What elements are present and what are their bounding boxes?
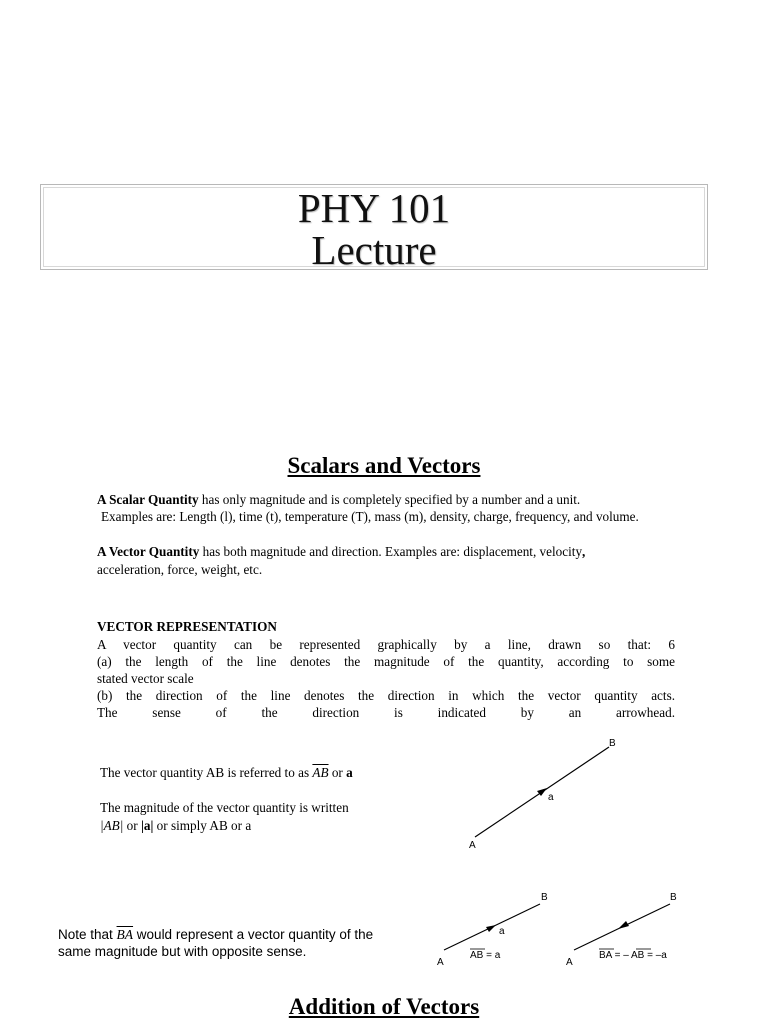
representation-line-5: The sense of the direction is indicated by an arrowhead. <box>97 705 675 720</box>
scalar-definition <box>97 491 697 508</box>
small-left-vec-a: a <box>499 926 505 937</box>
title-line-2: Lecture <box>311 227 437 273</box>
small-right-eq-end: = –a <box>644 950 667 961</box>
small-right-equation <box>599 950 667 961</box>
scalar-text: has only magnitude and is completely specified by a number and a unit. <box>198 492 581 507</box>
notation-ab-symbol: $\overline{AB}$ <box>312 765 329 780</box>
notation-abs-a: |a| <box>140 818 154 833</box>
representation-line-4: (b) the direction of the line denotes the direction in which the vector quantity acts. <box>97 688 675 703</box>
small-right-eq-mid: = – <box>611 950 631 961</box>
small-right-eq-ab: AB <box>630 950 645 961</box>
representation-line-3: stated vector scale <box>97 671 194 686</box>
representation-heading: VECTOR REPRESENTATION <box>97 619 277 634</box>
note-text-1: would represent a vector quantity of the <box>133 927 374 942</box>
small-right-point-b: B <box>670 892 677 903</box>
representation-line-1: A vector quantity can be represented graphically by a line, drawn so that: 6 <box>97 637 675 652</box>
vector-definition <box>97 543 697 560</box>
note-line-1 <box>58 926 373 943</box>
vector-diagram-ab <box>430 884 560 970</box>
section-heading-addition: Addition of Vectors <box>288 994 480 1019</box>
vector-text: has both magnitude and direction. Examples are: displacement, velocity <box>199 544 583 559</box>
notation-magnitude-line-2 <box>100 817 251 834</box>
small-left-point-a: A <box>437 957 444 968</box>
vector-term: A Vector Quantity <box>97 544 200 559</box>
section-heading-scalars-vectors: Scalars and Vectors <box>287 453 481 478</box>
point-a-label: A <box>469 840 476 851</box>
note-prefix: Note that <box>58 927 117 942</box>
small-left-equation: AB = a <box>470 950 501 961</box>
notation-abs-ab: |AB| <box>100 818 124 833</box>
notation-or: or <box>328 765 347 780</box>
scalar-examples: Examples are: Length (l), time (t), temperature (T), mass (m), density, charge, frequency, and volume. <box>101 509 639 524</box>
notation-magnitude-rest: or simply AB or a <box>153 818 252 833</box>
notation-referred <box>100 764 353 781</box>
title-line-1: PHY 101 <box>297 185 451 231</box>
notation-a-bold: a <box>346 765 353 780</box>
vector-diagram-ba <box>560 884 690 970</box>
notation-magnitude-or: or <box>123 818 141 833</box>
title-box <box>40 184 708 273</box>
note-line-2: same magnitude but with opposite sense. <box>58 944 307 959</box>
point-b-label: B <box>609 738 616 749</box>
small-left-point-b: B <box>541 892 548 903</box>
vector-comma: , <box>582 544 586 559</box>
vector-a-label: a <box>548 792 554 803</box>
vector-examples: acceleration, force, weight, etc. <box>97 562 263 577</box>
vector-diagram-main <box>455 730 645 855</box>
small-right-point-a: A <box>566 957 573 968</box>
scalar-term: A Scalar Quantity <box>97 492 199 507</box>
vector-arrowhead-small-ba-icon <box>618 921 629 929</box>
small-right-eq-ba: BA <box>599 950 612 961</box>
vector-arrowhead-small-ab-icon <box>486 925 496 932</box>
note-ba-symbol: $\overline{BA}$ <box>116 927 134 942</box>
notation-referred-prefix: The vector quantity AB is referred to as <box>100 765 313 780</box>
notation-magnitude-line-1: The magnitude of the vector quantity is written <box>100 800 349 815</box>
representation-line-2: (a) the length of the line denotes the magnitude of the quantity, according to some <box>97 654 675 669</box>
